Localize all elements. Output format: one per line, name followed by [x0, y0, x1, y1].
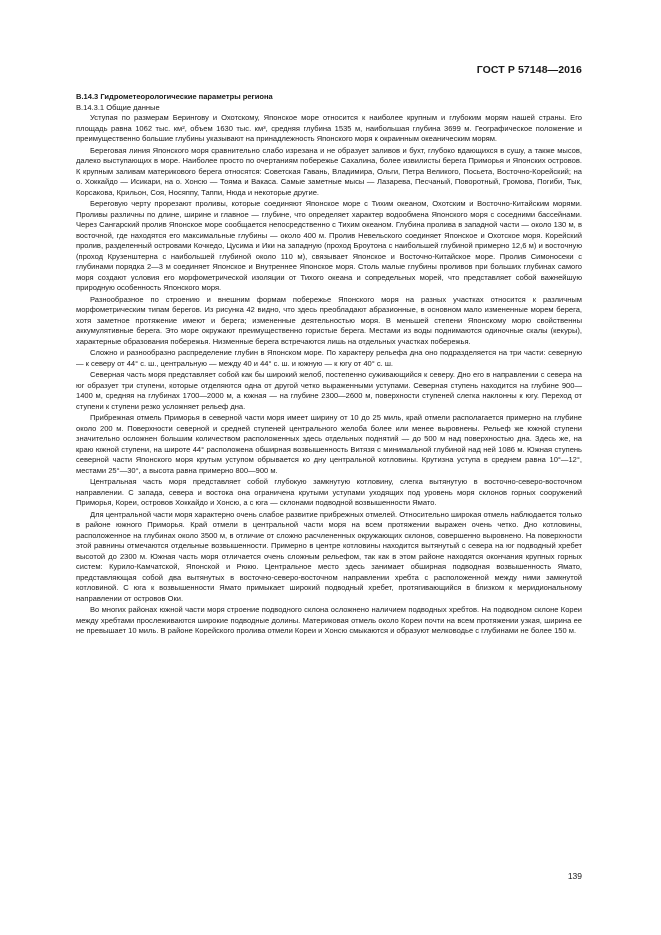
paragraph: Для центральной части моря характерно очень слабое развитие прибрежных отмелей. Относительно широкая отмель наблюдается только в районе южного Приморья. Край отмели в центральной части моря на всем протяжении выражен очень четко. Дно котловины, расположенное на глубинах около 3500 м, в отличие от сложно расчлененных окружающих склонов, совершенно выровнено. На поверхности этой равнины отмечаются отдельные возвышенности. Примерно в центре котловины находится вытянутый с севера на юг подводный хребет высотой до 2300 м. Южная часть моря отличается очень сложным рельефом, так как в этом районе находятся окончания крупных горных систем: Курило-Камчатской, Японской и Рюкю. Центральное место здесь занимает обширная подводная возвышенность Ямато, представляющая собой два вытянутых в восточно-северо-восточном направлении хребта с расположенной между ними замкнутой котловиной. С юга к возвышенности Ямато примыкает широкий подводный хребет, протягивающийся в близком к меридиональному направлении от островов Оки. [76, 509, 583, 603]
section-title: В.14.3 Гидрометеорологические параметры региона [76, 92, 273, 101]
document-code: ГОСТ Р 57148—2016 [476, 64, 582, 76]
paragraph: Береговая линия Японского моря сравнительно слабо изрезана и не образует заливов и бухт, глубоко вдающихся в сушу, а также мысов, далеко выступающих в море. Наиболее просто по очертаниям побережье Сахалина, более извилисты берега Приморья и Японских островов. К крупным заливам материкового берега относятся: Советская Гавань, Владимира, Ольги, Петра Великого, Посьета, Восточно-Корейский; на о. Хоккайдо — Исикари, на о. Хонсю — Тояма и Вакаса. Самые заметные мысы — Лазарева, Песчаный, Поворотный, Громова, Погиби, Тык, Корсакова, Крильон, Соя, Носяппу, Таппи, Нюда и некоторые другие. [76, 145, 582, 197]
paragraph: Сложно и разнообразно распределение глубин в Японском море. По характеру рельефа дна оно подразделяется на три части: северную — к северу от 44° с. ш., центральную — между 40 и 44° с. ш. и южную — к югу от 40° с. ш. [76, 348, 582, 368]
paragraph: Уступая по размерам Берингову и Охотскому, Японское море относится к наиболее крупным и глубоким морям нашей страны. Его площадь равна 1062 тыс. км², объем 1630 тыс. км³, средняя глубина 1535 м, наибольшая глубина 3699 м. Географическое положение и преимущественно большие глубины указывают на принадлежность Японского моря к окраинным океаническим морям. [76, 113, 582, 143]
paragraph: Центральная часть моря представляет собой глубокую замкнутую котловину, слегка вытянутую в восточно-северо-восточном направлении. С запада, севера и востока она ограничена крутыми уступами уходящих под уровень моря склонов горных сооружений Приморья, Кореи, островов Хоккайдо и Хонсю, а с юга — склонами подводной возвышенности Ямато. [76, 477, 582, 507]
subsection-title: В.14.3.1 Общие данные [76, 102, 160, 112]
page-body [76, 92, 582, 638]
paragraph: Во многих районах южной части моря строение подводного склона осложнено наличием подводных хребтов. На подводном склоне Кореи между хребтами прослеживаются широкие подводные долины. Материковая отмель около Кореи почти на всем протяжении узкая, ширина ее не превышает 10 миль. В районе Корейского пролива отмели Кореи и Хонсю смыкаются и образуют мелководье с глубинами не более 150 м. [76, 605, 582, 635]
page-number: 139 [567, 871, 582, 881]
paragraph: Северная часть моря представляет собой как бы широкий желоб, постепенно суживающийся к северу. Дно его в направлении с севера на юг образует три ступени, которые отделяются одна от другой четко выраженными уступами. Северная ступень находится на глубине 900—1400 м, средняя на глубинах 1700—2000 м, а южная — на глубине 2300—2600 м, поверхности ступеней слегка наклонны к югу. Переход от ступени к ступени резко усложняет рельеф дна. [76, 370, 582, 411]
paragraph: Разнообразное по строению и внешним формам побережье Японского моря на разных участках относится к различным морфометрическим типам берегов. Из рисунка 42 видно, что здесь преобладают абразионные, в основном мало измененные морем берега, хотя заметное протяжение имеют и берега; измененные деятельностью моря. В меньшей степени Японскому морю свойственны аккумулятивные берега. Это море окружают преимущественно гористые берега. Местами из воды поднимаются одиночные скалы (кекуры), характерные образования побережья. Низменные берега встречаются лишь на отдельных участках побережья. [76, 294, 582, 346]
paragraph: Береговую черту прорезают проливы, которые соединяют Японское море с Тихим океаном, Охотским и Восточно-Китайским морями. Проливы различны по длине, ширине и главное — глубине, что определяет характер водообмена Японского моря с соседними бассейнами. Через Сангарский пролив Японское море сообщается непосредственно с Тихим океаном. Глубина пролива в западной части — около 130 м, в восточной, где находятся его максимальные глубины — около 400 м. Пролив Невельского соединяет Японское и Охотское моря. Корейский пролив, разделенный островами Кочкедо, Цусима и Ики на западную (проход Броутона с наибольшей глубиной примерно 12,6 м) и восточную (проход Крузенштерна с наибольшей глубиной около 110 м), связывает Японское и Восточно-Китайское море. Пролив Симоносеки с глубинами порядка 2—3 м соединяет Японское и Внутреннее Японское моря. Столь малые глубины проливов при больших глубинах самого моря создают условия его морфометрической изоляции от Тихого океана и сопредельных морей, что представляет собой важнейшую природную особенность Японского моря. [76, 199, 582, 292]
paragraph: Прибрежная отмель Приморья в северной части моря имеет ширину от 10 до 25 миль, край отмели располагается примерно на глубине около 200 м. Поверхности северной и средней ступеней центрального желоба более или менее выровнены. Рельеф же южной ступени значительно осложнен большим количеством расположенных здесь отдельных поднятий — до 500 м над поверхностью дна. Здесь же, на краю южной ступени, на широте 44° расположена обширная возвышенность Витязя с минимальной глубиной над ней 1086 м. Южная ступень северной части Японского моря крутым уступом обрывается ко дну центральной котловины. Крутизна уступа в среднем равна 10°—12°, местами 25°—30°, а высота равна примерно 800—900 м. [76, 413, 582, 475]
